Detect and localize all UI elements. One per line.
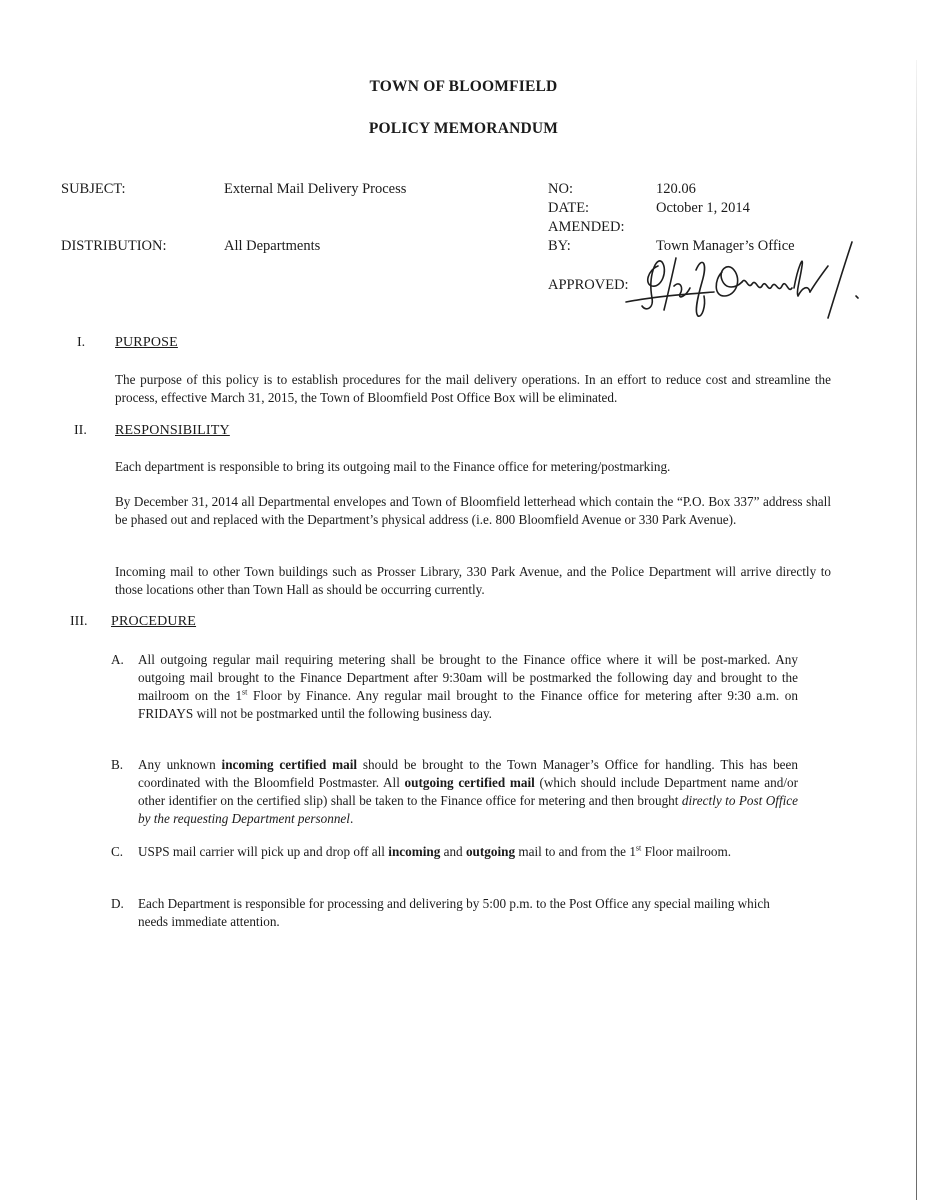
section-number-purpose: I.: [77, 335, 86, 350]
document-type-title: POLICY MEMORANDUM: [368, 120, 559, 137]
responsibility-paragraph-1: Each department is responsible to bring its outgoing mail to the Finance office for metering/postmarking.: [115, 459, 671, 474]
procedure-item-b-bold-2: outgoing certified mail: [404, 775, 535, 790]
subject-value: External Mail Delivery Process: [224, 181, 407, 197]
town-title: TOWN OF BLOOMFIELD: [369, 78, 558, 95]
section-heading-procedure: PROCEDURE: [111, 614, 197, 629]
procedure-item-c-text-part-4: Floor mailroom.: [641, 844, 732, 859]
section-number-procedure: III.: [70, 614, 88, 629]
responsibility-paragraph-2: By December 31, 2014 all Departmental envelopes and Town of Bloomfield letterhead which contain the “P.O. Box 337” address shall be phased out and replaced with the Department’s physical address (i.e. 800 Bloomfield Avenue or 330 Park Avenue).: [115, 494, 831, 527]
date-label: DATE:: [548, 200, 590, 216]
procedure-item-c-bold-2: outgoing: [465, 844, 516, 859]
scan-edge-line: [916, 60, 917, 1200]
procedure-item-b-text: [138, 756, 798, 828]
procedure-item-c-letter: C.: [111, 844, 124, 859]
by-label: BY:: [548, 238, 571, 254]
section-heading-purpose: PURPOSE: [115, 335, 178, 350]
approval-signature: [618, 236, 868, 328]
procedure-item-b-text-part-4: .: [349, 811, 354, 826]
procedure-item-a-letter: A.: [111, 652, 124, 667]
procedure-item-c-text-part-3: mail to and from the 1: [515, 844, 636, 859]
procedure-item-d-text: Each Department is responsible for processing and delivering by 5:00 p.m. to the Post Office any special mailing which needs immediate attention.: [138, 896, 770, 929]
subject-label: SUBJECT:: [61, 181, 126, 197]
procedure-item-a-text-part-1: All outgoing regular mail requiring metering shall be brought to the Finance office where it will be post-marked. Any outgoing mail brought to the Finance Department after 9:30am will be postmarked the following day and brought to the mailroom on the 1: [138, 652, 798, 703]
distribution-label: DISTRIBUTION:: [61, 238, 167, 254]
number-label: NO:: [548, 181, 573, 197]
section-heading-responsibility: RESPONSIBILITY: [115, 423, 230, 438]
section-number-responsibility: II.: [74, 423, 87, 438]
amended-label: AMENDED:: [548, 219, 625, 235]
procedure-item-c-text-part-2: and: [440, 844, 466, 859]
distribution-value: All Departments: [224, 238, 321, 254]
procedure-item-c-bold-1: incoming: [388, 844, 441, 859]
procedure-item-b-text-part-1: Any unknown: [138, 757, 222, 772]
procedure-item-d-letter: D.: [111, 896, 124, 911]
procedure-item-a-superscript: st: [242, 687, 248, 697]
procedure-item-a-text-part-2: Floor by Finance. Any regular mail brought to the Finance office for metering after 9:30 a.m. on FRIDAYS will not be postmarked until the following business day.: [138, 688, 798, 721]
responsibility-paragraph-3: Incoming mail to other Town buildings such as Prosser Library, 330 Park Avenue, and the Police Department will arrive directly to those locations other than Town Hall as should be occurring currently.: [115, 564, 831, 597]
number-value: 120.06: [656, 181, 696, 197]
procedure-item-c-text: [138, 843, 798, 861]
procedure-item-a-text: [138, 651, 798, 723]
procedure-item-b-text-part-2: should be brought to the Town Manager’s Office for handling. This has been coordinated with the Bloomfield Postmaster. All: [138, 757, 798, 790]
procedure-item-b-bold-1: incoming certified mail: [221, 757, 358, 772]
approved-label: APPROVED:: [548, 277, 629, 293]
procedure-item-c-text-part-1: USPS mail carrier will pick up and drop off all: [138, 844, 389, 859]
procedure-item-b-text-part-3: (which should include Department name and/or other identifier on the certified slip) shall be taken to the Finance office for metering and then brought: [138, 775, 798, 808]
procedure-item-c-superscript: st: [635, 843, 642, 853]
procedure-item-b-italic: directly to Post Office by the requesting Department personnel: [138, 793, 798, 826]
date-value: October 1, 2014: [656, 200, 750, 216]
purpose-paragraph: The purpose of this policy is to establish procedures for the mail delivery operations. In an effort to reduce cost and streamline the process, effective March 31, 2015, the Town of Bloomfield Post Office Box will be eliminated.: [115, 372, 831, 405]
by-value: Town Manager’s Office: [656, 238, 795, 254]
procedure-item-b-letter: B.: [111, 757, 124, 772]
